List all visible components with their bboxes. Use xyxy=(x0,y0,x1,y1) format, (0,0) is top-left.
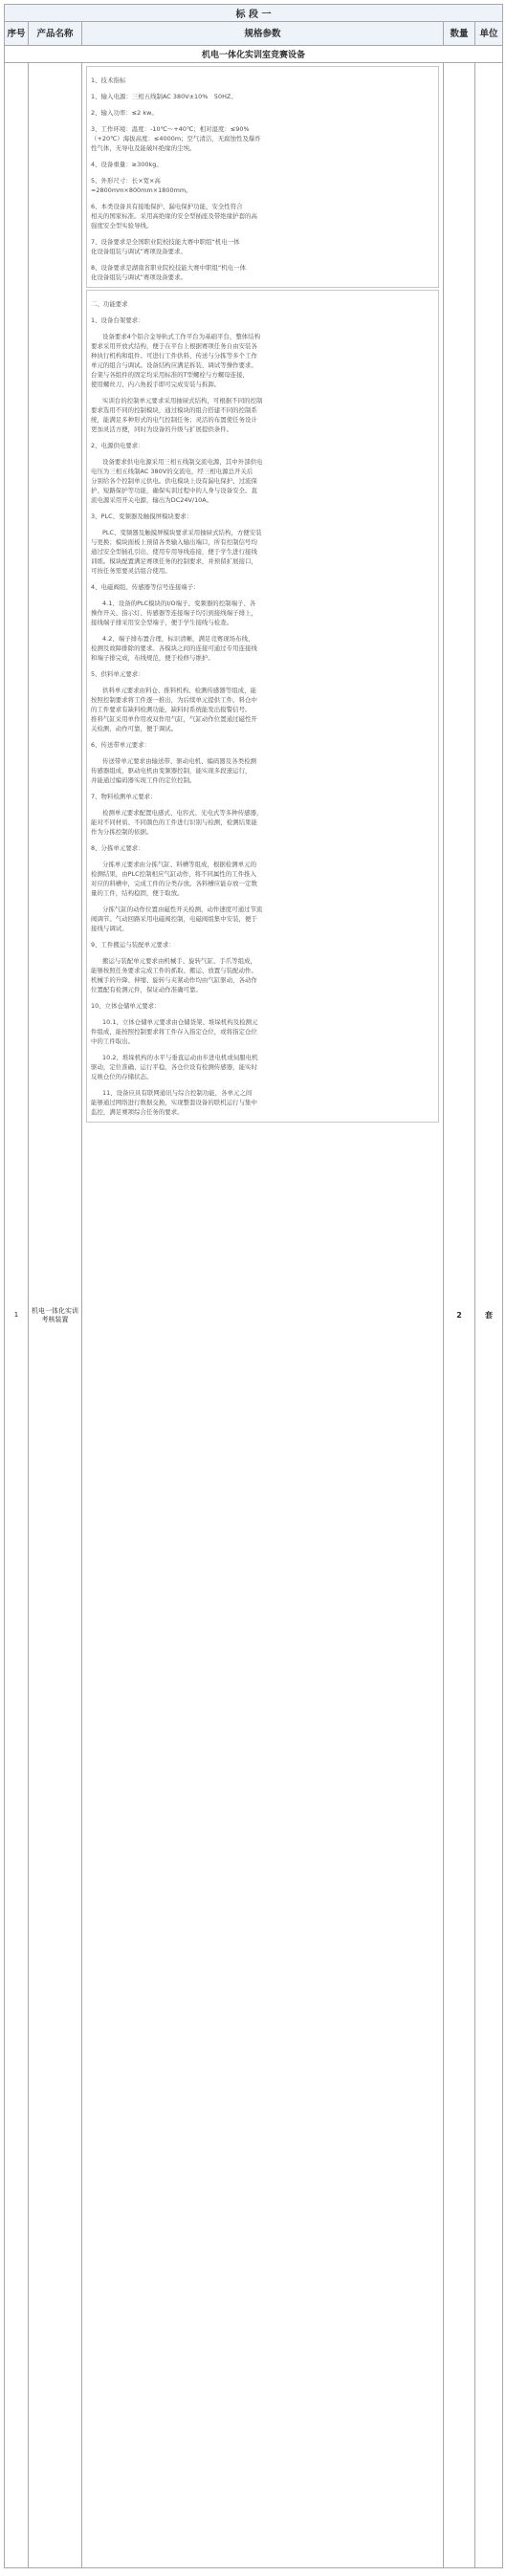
spec-table xyxy=(4,4,503,2568)
spec-line: 7、设备要求是全国职业院校技能大赛中职组“机电一体 xyxy=(91,238,240,246)
spec-line: 1、输入电源：三相五线制AC 380V±10% 50HZ。 xyxy=(91,93,237,100)
spec-line: （+20℃）海拔高度：≤4000m；空气清洁，无腐蚀性及爆炸 xyxy=(91,135,261,142)
spec-line: 2、输入功率：≤2 kw。 xyxy=(91,109,158,117)
spec-line: 反映仓位的存储状态。 xyxy=(91,1073,153,1081)
spec-line: 相关的国家标准。采用高绝缘的安全型插座及带绝缘护套的高 xyxy=(91,212,257,220)
spec-line: 与更换；模块面板上预留各类输入输出端口，所有控制信号均 xyxy=(91,538,257,546)
spec-line: 检测及故障排除的要求。各模块之间的连接可通过专用连接线 xyxy=(91,644,257,652)
tender-page xyxy=(4,4,502,2572)
spec-line: 3、工作环境：温度：-10℃～+40℃；相对湿度：≤90% xyxy=(91,125,250,133)
spec-line: 实训台的控制单元要求采用抽屉式结构，可根据不同的控制 xyxy=(102,397,263,404)
spec-line: 设备要求供电电源采用三相五线制交流电源，其中外部供电 xyxy=(102,458,263,466)
equipment-subtitle: 机电一体化实训室竞赛设备 xyxy=(5,46,503,63)
spec-line: 通过安全型插孔引出，使用专用导线连接，便于学生进行接线 xyxy=(91,548,257,556)
spec-line: 4.1、设备的PLC模块的I/O端子、变频器的控制端子、各 xyxy=(102,600,256,607)
spec-line: =2800mm×800mm×1800mm。 xyxy=(91,186,192,194)
spec-line: 7、物料检测单元要求： xyxy=(91,793,157,800)
spec-line: 和端子排完成，布线规范，便于检修与维护。 xyxy=(91,654,214,662)
spec-line: 传送带单元要求由输送带、驱动电机、编码器及各类检测 xyxy=(102,757,257,765)
spec-line: 分别给各个控制单元供电。供电模块上设有漏电保护、过流保 xyxy=(91,477,257,485)
spec-line: 推料气缸采用单作用或双作用气缸，气缸动作位置通过磁性开 xyxy=(91,715,257,723)
spec-line: 10.2、堆垛机构的水平与垂直运动由步进电机或伺服电机 xyxy=(102,1054,258,1061)
spec-line: 能够通过网络进行数据交换，实现整套设备的联机运行与集中 xyxy=(91,1099,257,1106)
spec-line: 8、设备要求是湖南省职业院校技能大赛中职组“机电一体 xyxy=(91,264,247,272)
spec-line: 操作开关、指示灯、传感器等连接端子均引到接线端子排上， xyxy=(91,609,257,617)
spec-line: 4、设备重量：≥300kg。 xyxy=(91,161,163,168)
spec-line: 分拣单元要求由分拣气缸、料槽等组成，根据检测单元的 xyxy=(102,861,257,868)
spec-line: 单元的组合与调试。设备结构应满足拆装、调试等操作要求。 xyxy=(91,361,257,369)
section-title-row xyxy=(5,5,503,22)
spec-line: 流电源采用开关电源，输出为DC24V/10A。 xyxy=(91,496,213,504)
spec-line: 机械手的升降、伸缩、旋转与夹紧动作均由气缸驱动，各动作 xyxy=(91,976,257,984)
spec-line: 中的工件取出。 xyxy=(91,1037,135,1045)
row-qty: 2 xyxy=(444,63,475,2568)
spec-line: 件组成，能按照控制要求将工件存入指定仓位，或将指定仓位 xyxy=(91,1028,257,1036)
spec-line: 供料单元要求由料仓、推料机构、检测传感器等组成，能 xyxy=(102,687,257,694)
spec-line: 10.1、立体仓储单元要求由仓储货架、堆垛机构及检测元 xyxy=(102,1018,258,1026)
spec-line: 性气体，无导电及能破坏绝缘的尘埃。 xyxy=(91,144,196,152)
spec-line: 1、技术指标 xyxy=(91,76,126,84)
spec-line: 6、传送带单元要求： xyxy=(91,741,151,749)
spec-line: 10、立体仓储单元要求： xyxy=(91,1002,161,1010)
header-seq: 序号 xyxy=(5,22,29,46)
spec-line: PLC、变频器及触摸屏模块要求采用抽屉式结构，方便安装 xyxy=(102,529,262,536)
spec-line: 训练。模块配置满足赛项任务的控制要求，并预留扩展接口， xyxy=(91,557,257,565)
spec-line: 5、供料单元要求： xyxy=(91,670,144,678)
spec-line: 接线与调试。 xyxy=(91,925,128,932)
spec-cell xyxy=(82,63,444,2568)
spec-line: 要求选用不同的控制模块，通过模块的组合搭建不同的控制系 xyxy=(91,406,257,414)
spec-line: 种执行机构和组件。可进行工件供料、传送与分拣等多个工作 xyxy=(91,352,257,360)
spec-line: 4.2、端子排布置合理，标识清晰，满足竞赛现场布线、 xyxy=(102,635,254,643)
spec-line: 按照控制要求将工件逐一推出，为后续单元提供工件。料仓中 xyxy=(91,696,257,704)
spec-line: 能够按照任务要求完成工件的抓取、搬运、放置与装配动作。 xyxy=(91,967,257,974)
spec-line: 2、电源供电要求： xyxy=(91,442,144,449)
technical-indicators-block xyxy=(86,66,439,288)
table-row xyxy=(5,63,503,2568)
header-unit: 单位 xyxy=(475,22,503,46)
spec-line: 8、分拣单元要求： xyxy=(91,844,144,852)
subtitle-row xyxy=(5,46,503,63)
spec-line: 并能通过编码器实现工件的定位控制。 xyxy=(91,776,196,784)
spec-line: 监控，满足赛项综合任务的要求。 xyxy=(91,1108,184,1116)
spec-line: 1、设备台架要求： xyxy=(91,317,144,324)
spec-line: 接线端子排采用安全型端子，便于学生接线与检查。 xyxy=(91,619,233,626)
spec-line: 驱动，定位准确，运行平稳，各仓位设有检测传感器，能实时 xyxy=(91,1063,257,1071)
header-row xyxy=(5,22,503,46)
spec-line: 11、设备应具有联网通讯与综合控制功能，各单元之间 xyxy=(102,1089,253,1097)
spec-line: 电压为三相五线制AC 380V的交流电，经三相电源总开关后 xyxy=(91,468,253,475)
spec-line: 分拣气缸的动作位置由磁性开关检测，动作速度可通过节流 xyxy=(102,906,263,913)
spec-line: 的工件要求有缺料检测功能，缺料时系统能发出报警信号。 xyxy=(91,706,252,713)
spec-line: 强度安全型实验导线。 xyxy=(91,222,153,229)
spec-line: 统，能满足多种形式的电气控制任务；灵活的布置使任务设计 xyxy=(91,416,257,424)
spec-line: 5、外形尺寸：长×宽×高 xyxy=(91,177,161,185)
spec-line: 化设备组装与调试”赛项设备要求。 xyxy=(91,248,187,255)
spec-line: 3、PLC、变频器及触摸屏模块要求： xyxy=(91,513,193,520)
row-seq: 1 xyxy=(5,63,29,2568)
row-product-name: 机电一体化实训考核装置 xyxy=(29,63,82,2568)
spec-line: 检测单元要求配置电感式、电容式、光电式等多种传感器， xyxy=(102,809,263,817)
spec-line: 9、工件搬运与装配单元要求： xyxy=(91,941,175,949)
spec-line: 能对不同材质、不同颜色的工件进行识别与检测，检测结果能 xyxy=(91,819,257,826)
function-requirements-block xyxy=(86,290,439,1123)
spec-line: 化设备组装与调试”赛项设备要求。 xyxy=(91,273,187,281)
spec-line: 护、短路保护等功能，确保实训过程中的人身与设备安全。直 xyxy=(91,487,257,494)
spec-line: 要求采用开放式结构，便于在平台上根据赛项任务自由安装各 xyxy=(91,342,257,350)
spec-line: 阀调节。气动回路采用电磁阀控制，电磁阀组集中安装，便于 xyxy=(91,915,257,923)
header-spec: 规格参数 xyxy=(82,22,444,46)
spec-line: 对应的料槽中，完成工件的分类存放。各料槽应能存放一定数 xyxy=(91,880,257,887)
spec-line: 关检测，动作可靠，便于调试。 xyxy=(91,725,178,732)
spec-line: 搬运与装配单元要求由机械手、旋转气缸、手爪等组成， xyxy=(102,957,257,965)
spec-line: 4、电磁阀组、传感器等信号连接端子： xyxy=(91,583,200,591)
spec-line: 台架与各组件的固定均采用标准的T型螺栓与方螺母连接， xyxy=(91,371,249,379)
spec-line: 设备要求4个铝合金导轨式工作平台为基础平台，整体结构 xyxy=(102,333,261,340)
spec-line: 更加灵活方便，同时为设备的升级与扩展提供条件。 xyxy=(91,426,233,433)
row-unit: 套 xyxy=(475,63,503,2568)
spec-line: 使用螺丝刀、内六角扳手即可完成安装与拆卸。 xyxy=(91,381,221,388)
spec-line: 二、功能要求 xyxy=(91,300,128,308)
spec-line: 6、本类设备具有接地保护、漏电保护功能，安全性符合 xyxy=(91,203,243,210)
spec-line: 作为分拣控制的依据。 xyxy=(91,828,153,836)
spec-line: 位置配有检测元件，保证动作准确可靠。 xyxy=(91,986,202,993)
spec-line: 检测结果，由PLC控制相应气缸动作，将不同属性的工件推入 xyxy=(91,870,257,878)
spec-line: 传感器组成，驱动电机由变频器控制，能实现多段速运行， xyxy=(91,767,252,775)
header-product-name: 产品名称 xyxy=(29,22,82,46)
spec-line: 可按任务需要灵活组合使用。 xyxy=(91,567,171,575)
spec-line: 量的工件，结构稳固，便于取放。 xyxy=(91,889,184,897)
section-title: 标 段 一 xyxy=(5,5,503,22)
header-qty: 数量 xyxy=(444,22,475,46)
